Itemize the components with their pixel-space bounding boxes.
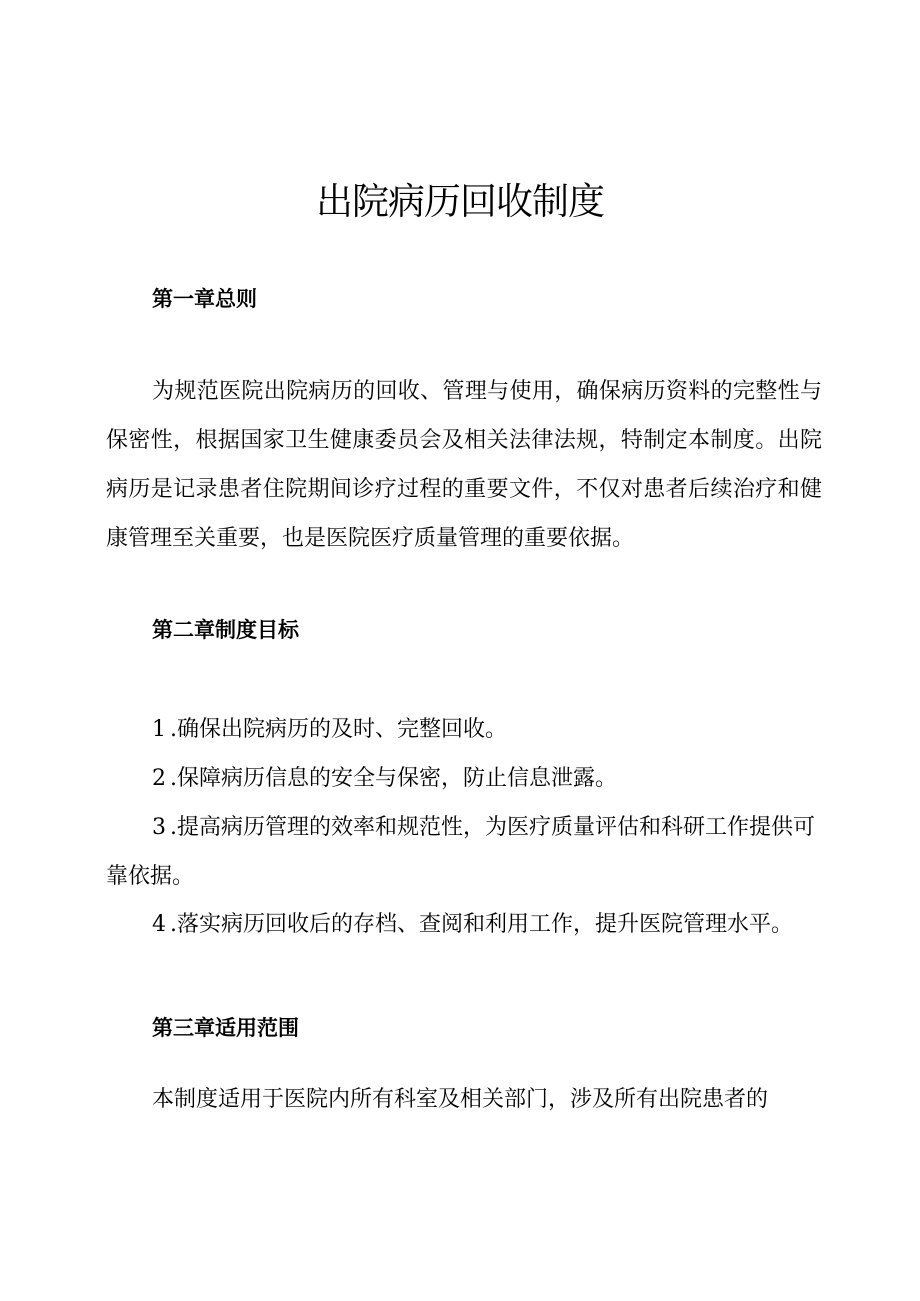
chapter-3-paragraph: 本制度适用于医院内所有科室及相关部门，涉及所有出院患者的 [152, 1087, 769, 1112]
goal-item-text: .落实病历回收后的存档、查阅和利用工作，提升医院管理水平。 [170, 912, 793, 937]
chapter-1-paragraph: 为规范医院出院病历的回收、管理与使用，确保病历资料的完整性与保密性，根据国家卫生健康委员会及相关法律法规，特制定本制度。出院病历是记录患者住院期间诊疗过程的重要文件，不仅对患者后续治疗和健康管理至关重要，也是医院医疗质量管理的重要依据。 [106, 379, 822, 551]
chapter-3-heading: 第三章适用范围 [152, 1016, 299, 1040]
chapter-2-heading: 第二章制度目标 [152, 618, 299, 642]
goal-item-number: 2 [152, 766, 166, 791]
goal-item-number: 4 [152, 912, 166, 937]
goal-item-4 [106, 900, 822, 949]
goal-item-1 [106, 705, 822, 754]
goal-item-number: 3 [152, 815, 166, 840]
goal-item-2 [106, 754, 822, 803]
goal-item-3 [106, 803, 822, 901]
goal-item-text: .提高病历管理的效率和规范性，为医疗质量评估和科研工作提供可靠依据。 [106, 815, 815, 889]
chapter-1-heading: 第一章总则 [152, 287, 257, 311]
document-title: 出院病历回收制度 [316, 180, 604, 223]
goal-item-text: .确保出院病历的及时、完整回收。 [170, 717, 507, 742]
goal-item-number: 1 [152, 717, 166, 742]
goal-item-text: .保障病历信息的安全与保密，防止信息泄露。 [170, 766, 617, 791]
